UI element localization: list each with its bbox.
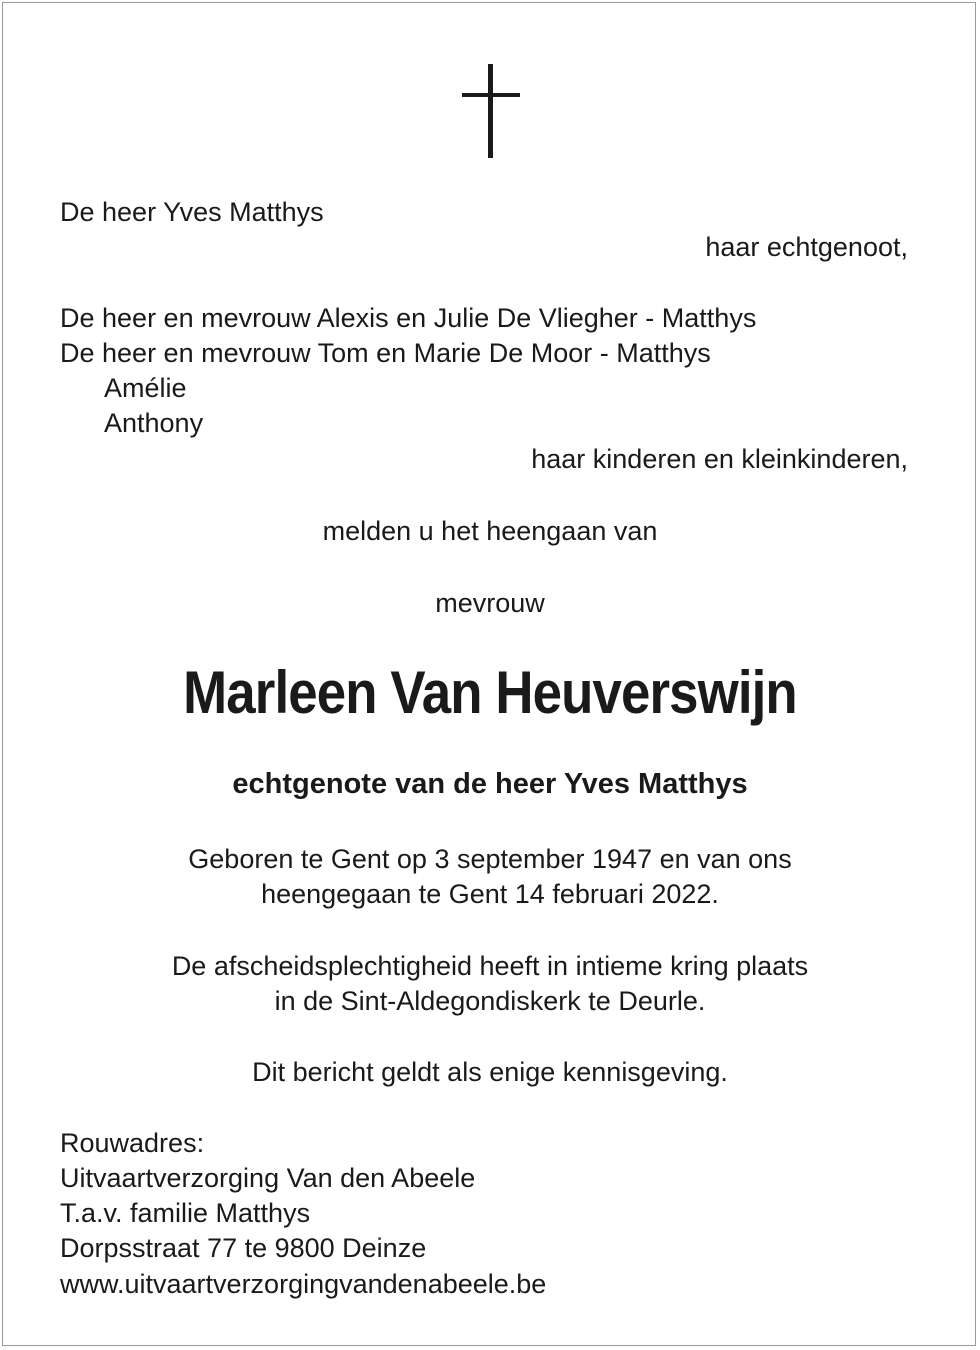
ceremony-line-1: De afscheidsplechtigheid heeft in intieme kring plaats [171, 951, 809, 981]
cross-icon [462, 64, 520, 158]
address-website: www.uitvaartverzorgingvandenabeele.be [60, 1269, 547, 1299]
deceased-name: Marleen Van Heuverswijn [183, 659, 797, 726]
grandchild-1: Amélie [104, 373, 187, 403]
spouse-role: haar echtgenoot, [705, 232, 908, 262]
address-company: Uitvaartverzorging Van den Abeele [60, 1163, 476, 1193]
address-attention: T.a.v. familie Matthys [60, 1198, 311, 1228]
ceremony-line-2: in de Sint-Aldegondiskerk te Deurle. [274, 986, 706, 1016]
announcement-text: melden u het heengaan van [322, 516, 658, 546]
cross-vertical-bar [488, 64, 493, 158]
deceased-title: mevrouw [435, 588, 545, 618]
child-family-1: De heer en mevrouw Alexis en Julie De Vliegher - Matthys [60, 303, 757, 333]
grandchild-2: Anthony [104, 408, 204, 438]
death-line: heengegaan te Gent 14 februari 2022. [261, 879, 719, 909]
relation-line: echtgenote van de heer Yves Matthys [232, 768, 748, 800]
address-street: Dorpsstraat 77 te 9800 Deinze [60, 1233, 427, 1263]
address-label: Rouwadres: [60, 1128, 205, 1158]
child-family-2: De heer en mevrouw Tom en Marie De Moor - Matthys [60, 338, 711, 368]
notice-line: Dit bericht geldt als enige kennisgeving. [252, 1057, 728, 1087]
children-role: haar kinderen en kleinkinderen, [531, 444, 908, 474]
cross-horizontal-bar [462, 93, 520, 97]
spouse-name: De heer Yves Matthys [60, 197, 324, 227]
birth-line: Geboren te Gent op 3 september 1947 en van ons [188, 844, 792, 874]
